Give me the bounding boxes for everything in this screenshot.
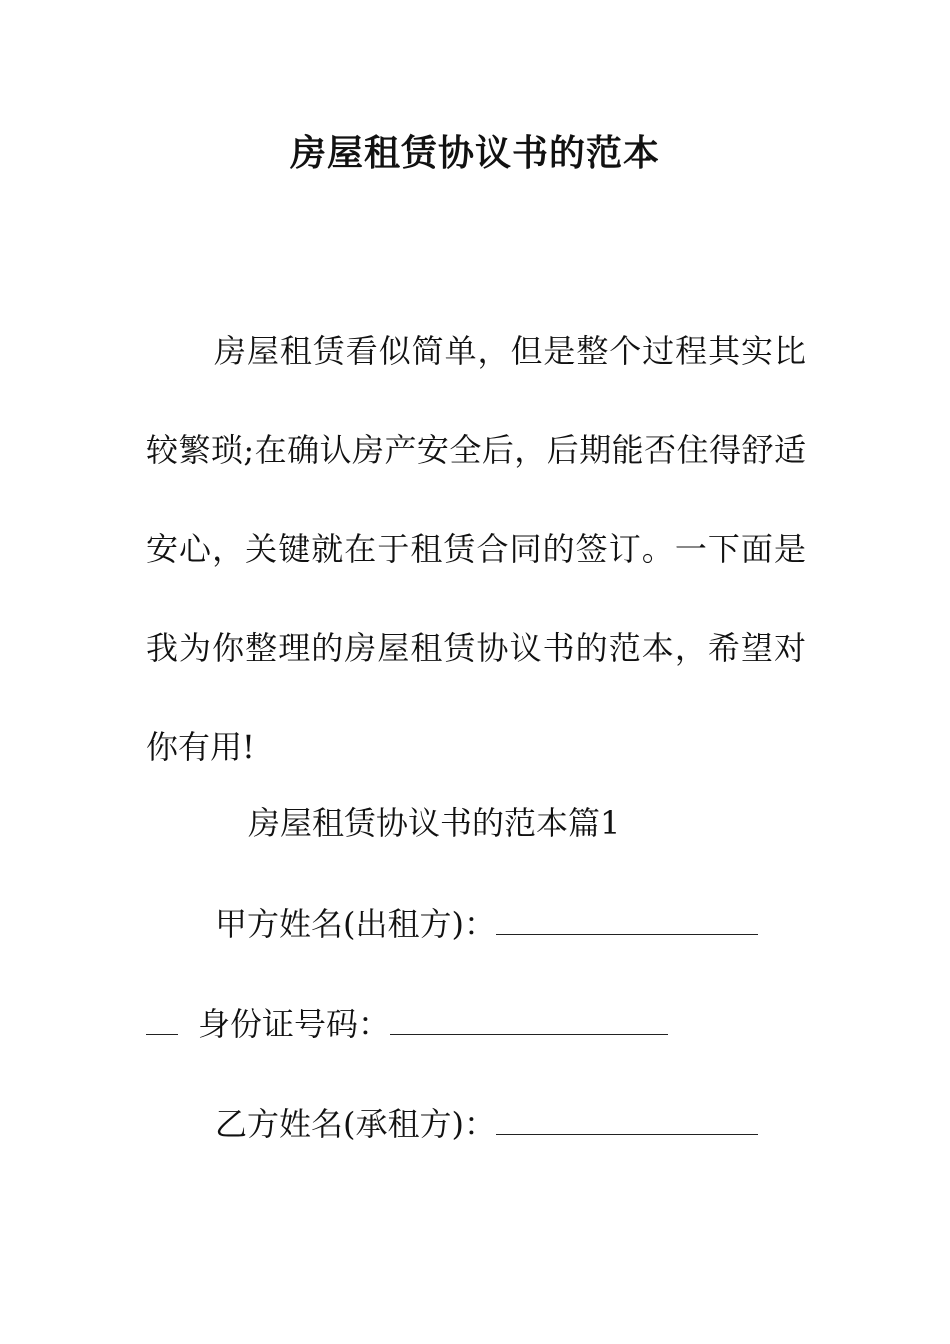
- intro-paragraph: 房屋租赁看似简单，但是整个过程其实比较繁琐;在确认房产安全后，后期能否住得舒适安心，关键就在于租赁合同的签订。一下面是我为你整理的房屋租赁协议书的范本，希望对你有用!: [146, 332, 806, 766]
- section-heading: 房屋租赁协议书的范本篇1: [248, 804, 621, 842]
- party-a-label: 甲方姓名(出租方)：: [215, 905, 496, 943]
- party-b-label: 乙方姓名(承租方)：: [215, 1105, 496, 1143]
- id-number-label: 身份证号码：: [198, 1005, 391, 1043]
- party-a-name-blank: [496, 898, 758, 935]
- document-title: 房屋租赁协议书的范本: [289, 132, 660, 174]
- party-a-line: [215, 898, 758, 949]
- id-number-line: [146, 998, 668, 1049]
- party-b-name-blank: [496, 1098, 758, 1135]
- party-a-name-blank-continuation: [146, 998, 178, 1035]
- id-number-blank: [390, 998, 668, 1035]
- party-b-line: [215, 1098, 758, 1149]
